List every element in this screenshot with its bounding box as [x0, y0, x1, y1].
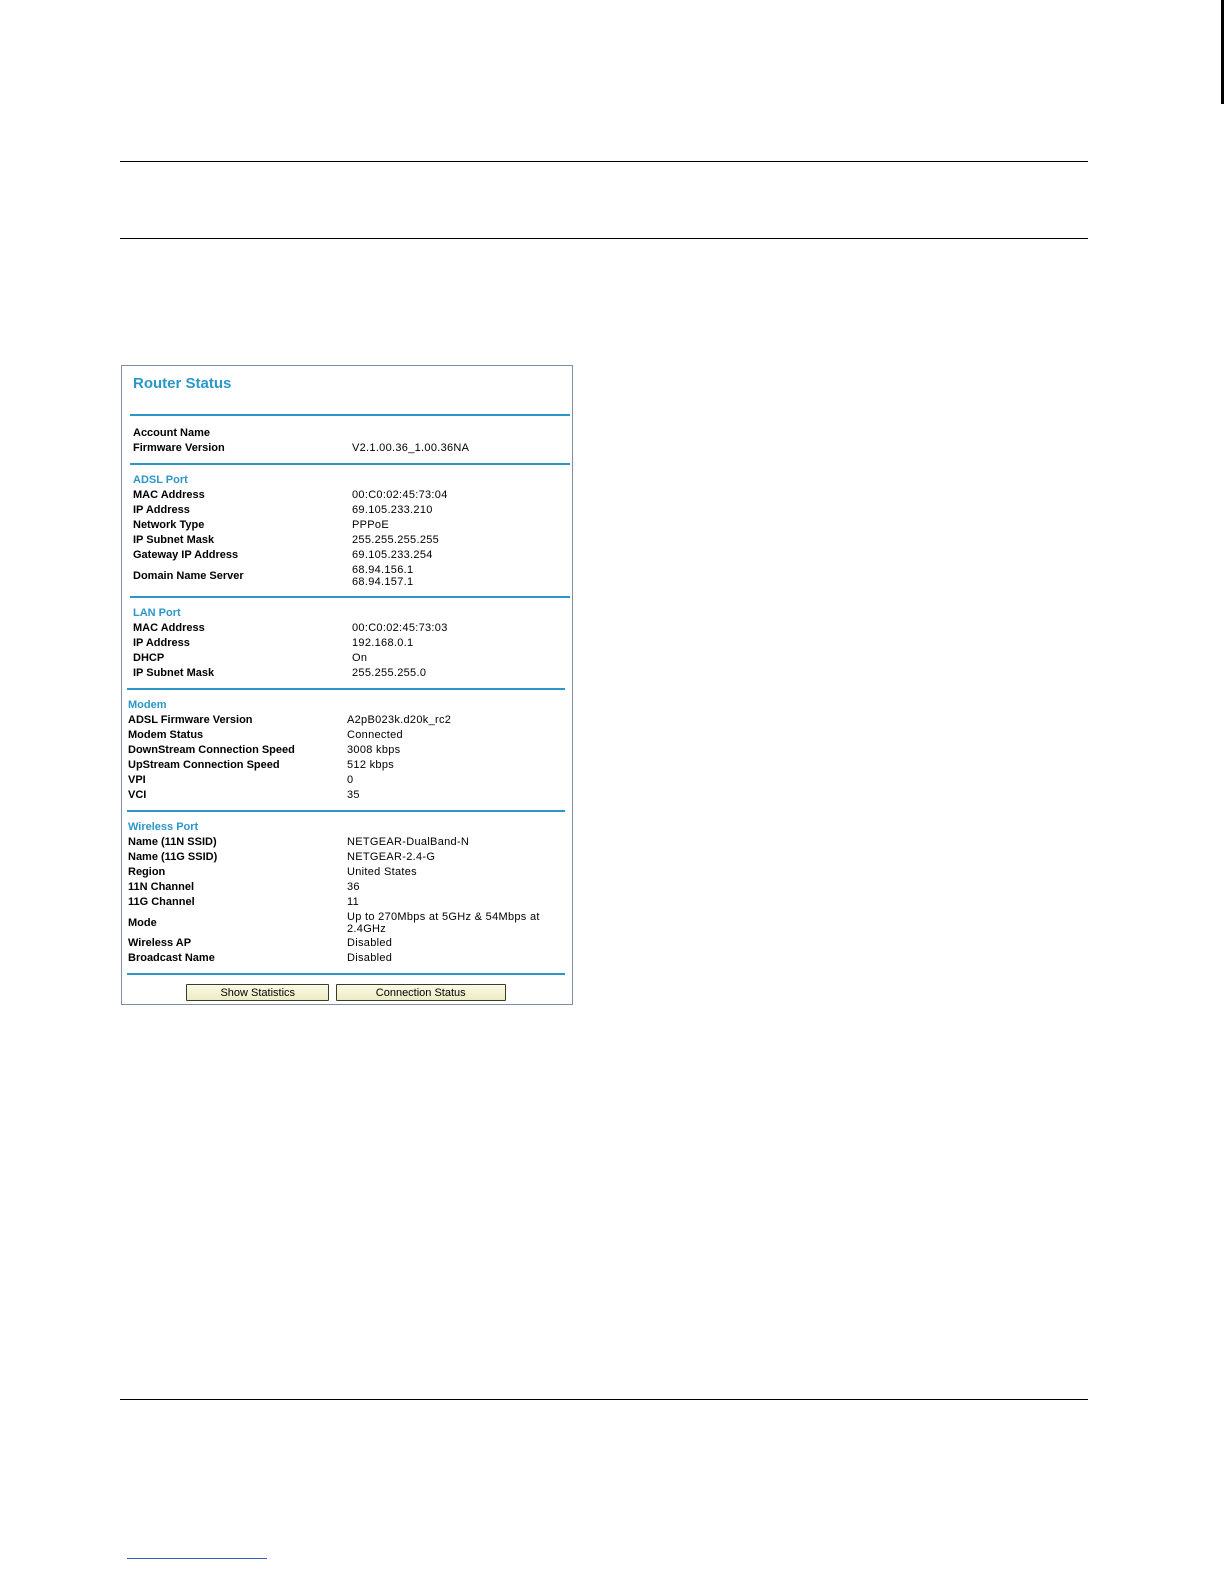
channel-11g-label: 11G Channel — [128, 896, 195, 908]
broadcast-name-label: Broadcast Name — [128, 952, 215, 964]
downstream-speed-value: 3008 kbps — [347, 744, 401, 756]
modem-section — [127, 688, 565, 810]
adsl-mac-label: MAC Address — [133, 489, 205, 501]
lan-mac-value: 00:C0:02:45:73:03 — [352, 622, 448, 634]
adsl-subnet-label: IP Subnet Mask — [133, 534, 215, 546]
region-value: United States — [347, 866, 417, 878]
adsl-ip-value: 69.105.233.210 — [352, 504, 433, 516]
dhcp-value: On — [352, 652, 368, 664]
lan-subnet-value: 255.255.255.0 — [352, 667, 427, 679]
wireless-port-section — [127, 810, 565, 973]
info-row — [128, 951, 565, 966]
info-row — [133, 441, 570, 456]
wireless-ap-value: Disabled — [347, 937, 393, 949]
footer-link-underline — [127, 1558, 267, 1559]
region-label: Region — [128, 866, 166, 878]
mode-value-line-2: 2.4GHz — [347, 923, 387, 935]
lan-subnet-label: IP Subnet Mask — [133, 667, 215, 679]
adsl-port-section — [130, 463, 570, 596]
connection-status-button[interactable]: Connection Status — [336, 984, 506, 1001]
header-rule-bottom — [120, 238, 1088, 239]
firmware-version-value: V2.1.00.36_1.00.36NA — [352, 442, 470, 454]
upstream-speed-value: 512 kbps — [347, 759, 395, 771]
info-row — [128, 758, 565, 773]
info-row — [128, 713, 565, 728]
lan-port-heading: LAN Port — [133, 607, 181, 619]
info-row — [128, 850, 565, 865]
info-row — [128, 835, 565, 850]
button-bar — [127, 973, 565, 1002]
info-row — [128, 936, 565, 951]
channel-11n-label: 11N Channel — [128, 881, 195, 893]
dns-secondary-value: 68.94.157.1 — [352, 576, 414, 588]
lan-port-section — [130, 596, 570, 688]
account-name-value — [352, 426, 570, 441]
lan-mac-label: MAC Address — [133, 622, 205, 634]
info-row — [133, 488, 570, 503]
lan-ip-label: IP Address — [133, 637, 190, 649]
vpi-label: VPI — [128, 774, 146, 786]
info-row — [133, 518, 570, 533]
account-section — [130, 414, 570, 463]
adsl-mac-value: 00:C0:02:45:73:04 — [352, 489, 448, 501]
info-row — [128, 880, 565, 895]
channel-11g-value: 11 — [347, 896, 360, 908]
info-row — [128, 773, 565, 788]
info-row — [133, 503, 570, 518]
info-row — [133, 636, 570, 651]
mode-value-line-1: Up to 270Mbps at 5GHz & 54Mbps at — [347, 911, 540, 923]
info-row — [133, 548, 570, 563]
info-row — [128, 743, 565, 758]
adsl-firmware-value: A2pB023k.d20k_rc2 — [347, 714, 452, 726]
modem-heading: Modem — [128, 699, 167, 711]
modem-status-value: Connected — [347, 729, 403, 741]
adsl-subnet-value: 255.255.255.255 — [352, 534, 440, 546]
firmware-version-label: Firmware Version — [133, 442, 225, 454]
info-row — [133, 563, 570, 589]
wireless-port-heading: Wireless Port — [128, 821, 199, 833]
info-row — [133, 426, 570, 441]
info-row — [133, 533, 570, 548]
gateway-ip-label: Gateway IP Address — [133, 549, 239, 561]
mode-values — [347, 911, 565, 935]
vpi-value: 0 — [347, 774, 354, 786]
wireless-ap-label: Wireless AP — [128, 937, 192, 949]
gateway-ip-value: 69.105.233.254 — [352, 549, 433, 561]
info-row — [128, 788, 565, 803]
show-statistics-button[interactable]: Show Statistics — [186, 984, 329, 1001]
network-type-label: Network Type — [133, 519, 205, 531]
footer-rule — [120, 1399, 1088, 1400]
ssid-11n-label: Name (11N SSID) — [128, 836, 217, 848]
panel-title: Router Status — [133, 375, 232, 392]
ssid-11g-label: Name (11G SSID) — [128, 851, 218, 863]
info-row — [133, 621, 570, 636]
router-status-panel — [121, 365, 573, 1005]
ssid-11n-value: NETGEAR-DualBand-N — [347, 836, 470, 848]
dns-values — [352, 564, 570, 588]
channel-11n-value: 36 — [347, 881, 360, 893]
info-row — [128, 865, 565, 880]
adsl-ip-label: IP Address — [133, 504, 190, 516]
info-row — [128, 895, 565, 910]
adsl-firmware-label: ADSL Firmware Version — [128, 714, 253, 726]
vci-label: VCI — [128, 789, 147, 801]
vci-value: 35 — [347, 789, 360, 801]
downstream-speed-label: DownStream Connection Speed — [128, 744, 295, 756]
lan-ip-value: 192.168.0.1 — [352, 637, 414, 649]
account-name-label: Account Name — [133, 427, 211, 439]
info-row — [133, 666, 570, 681]
header-rule-top — [120, 161, 1088, 162]
info-row — [133, 651, 570, 666]
network-type-value: PPPoE — [352, 519, 389, 531]
upstream-speed-label: UpStream Connection Speed — [128, 759, 280, 771]
info-row — [128, 728, 565, 743]
mode-label: Mode — [128, 916, 157, 929]
info-row — [128, 910, 565, 936]
dns-primary-value: 68.94.156.1 — [352, 564, 414, 576]
dhcp-label: DHCP — [133, 652, 165, 664]
ssid-11g-value: NETGEAR-2.4-G — [347, 851, 436, 863]
dns-label: Domain Name Server — [133, 569, 244, 582]
modem-status-label: Modem Status — [128, 729, 204, 741]
broadcast-name-value: Disabled — [347, 952, 393, 964]
adsl-port-heading: ADSL Port — [133, 474, 188, 486]
